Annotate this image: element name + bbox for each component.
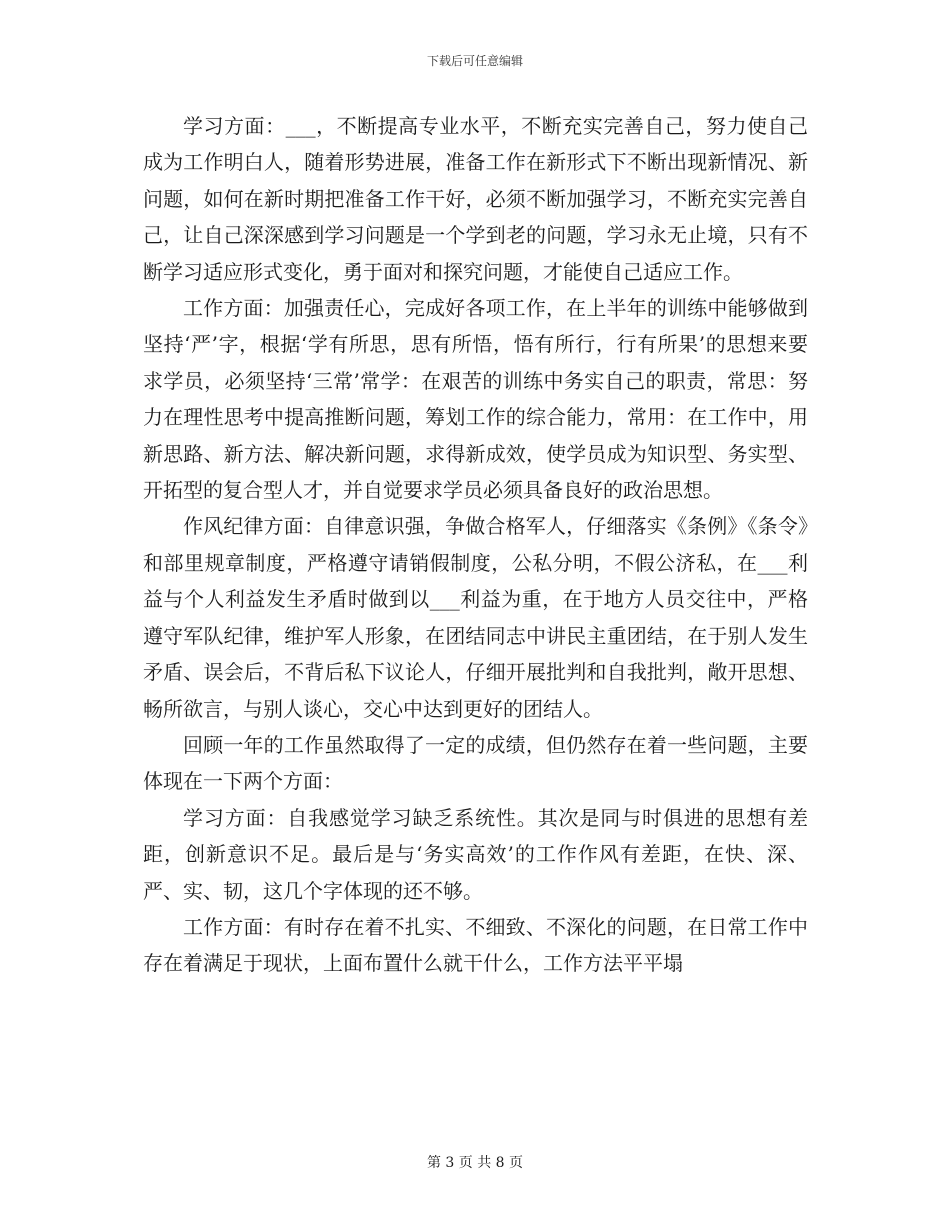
paragraph-work-aspect: 工作方面：加强责任心，完成好各项工作，在上半年的训练中能够做到坚持‘严’字，根据‘学有所思，思有所悟，悟有所行，行有所果’的思想来要求学员，必须坚持‘三常’常学：在艰苦的训练中务实自己的职责，常思：努力在理性思考中提高推断问题，筹划工作的综合能力，常用：在工作中，用新思路、新方法、解决新问题，求得新成效，使学员成为知识型、务实型、开拓型的复合型人才，并自觉要求学员必须具备良好的政治思想。 <box>143 296 808 503</box>
paragraph-study-aspect: 学习方面：___，不断提高专业水平，不断充实完善自己，努力使自己成为工作明白人，随着形势进展，准备工作在新形式下不断出现新情况、新问题，如何在新时期把准备工作干好，必须不断加强学习，不断充实完善自己，让自己深深感到学习问题是一个学到老的问题，学习永无止境，只有不断学习适应形式变化，勇于面对和探究问题，才能使自己适应工作。 <box>143 114 808 284</box>
document-body <box>143 108 808 982</box>
page-header-note: 下载后可任意编辑 <box>426 54 523 68</box>
paragraph-work-shortcomings: 工作方面：有时存在着不扎实、不细致、不深化的问题，在日常工作中存在着满足于现状，上面布置什么就干什么，工作方法平平塌 <box>143 914 808 976</box>
paragraph-discipline-aspect: 作风纪律方面：自律意识强，争做合格军人，仔细落实《条例》《条令》和部里规章制度，严格遵守请销假制度，公私分明，不假公济私，在___利益与个人利益发生矛盾时做到以___利益为重，在于地方人员交往中，严格遵守军队纪律，维护军人形象，在团结同志中讲民主重团结，在于别人发生矛盾、误会后，不背后私下议论人，仔细开展批判和自我批判，敞开思想、畅所欲言，与别人谈心，交心中达到更好的团结人。 <box>143 514 808 721</box>
paragraph-review-summary: 回顾一年的工作虽然取得了一定的成绩，但仍然存在着一些问题，主要体现在一下两个方面： <box>143 732 808 794</box>
paragraph-study-shortcomings: 学习方面：自我感觉学习缺乏系统性。其次是同与时俱进的思想有差距，创新意识不足。最后是与‘务实高效’的工作作风有差距，在快、深、严、实、韧，这几个字体现的还不够。 <box>143 805 808 903</box>
page-footer-number: 第 3 页 共 8 页 <box>426 1155 524 1171</box>
